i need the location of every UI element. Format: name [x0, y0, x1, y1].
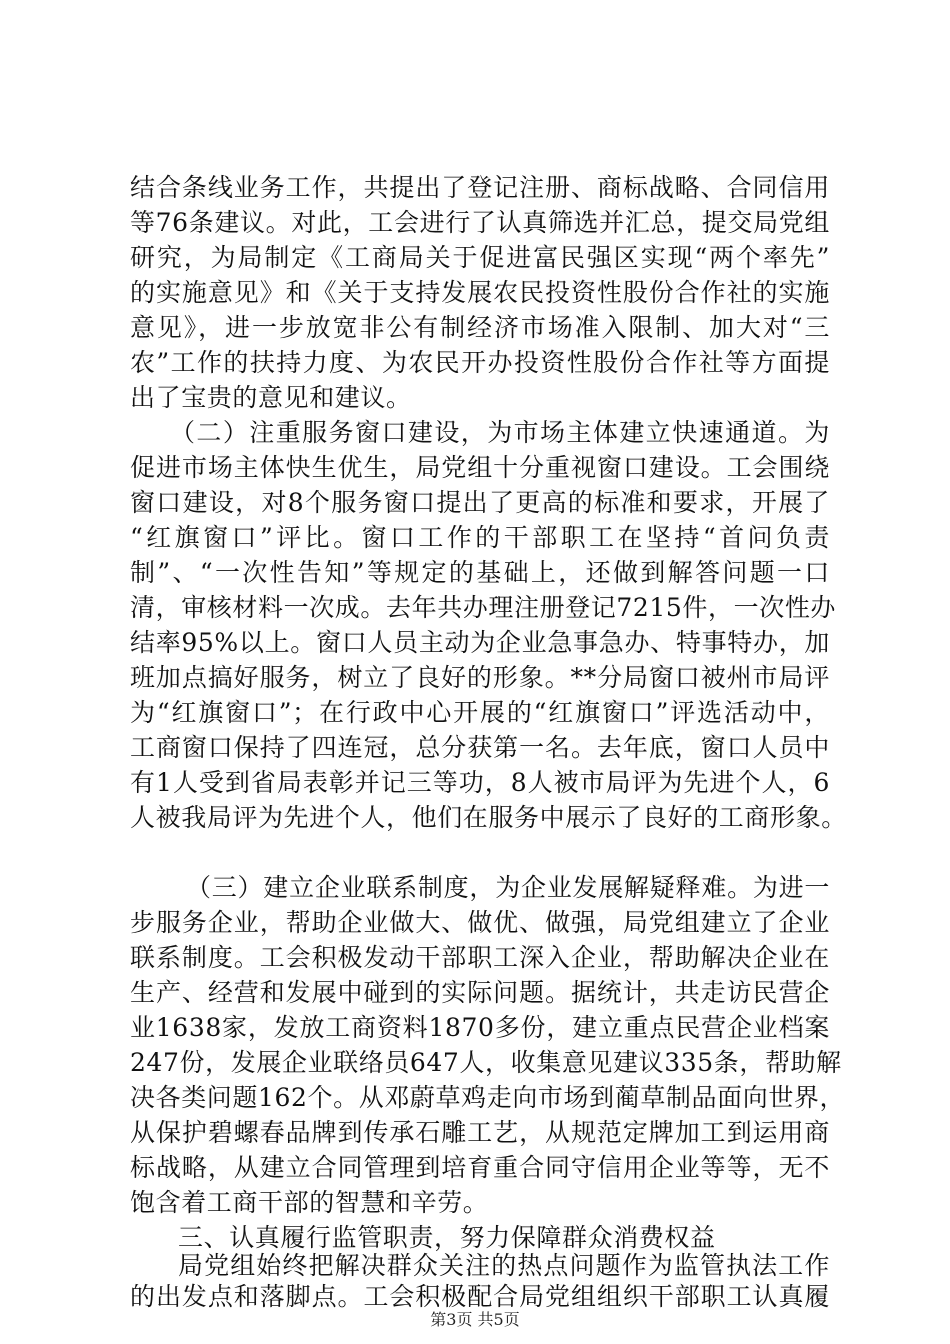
paragraph-heading-line: （三）建立企业联系制度，为企业发展解疑释难。为进一: [186, 873, 830, 902]
text-line: 班加点搞好服务，树立了良好的形象。**分局窗口被州市局评: [130, 663, 830, 692]
text-line: 决各类问题162个。从邓蔚草鸡走向市场到蔺草制品面向世界，: [130, 1083, 846, 1112]
text-line: 饱含着工商干部的智慧和辛劳。: [130, 1188, 489, 1217]
text-line: 研究，为局制定《工商局关于促进富民强区实现“两个率先”: [130, 243, 830, 272]
text-line: “红旗窗口”评比。窗口工作的干部职工在坚持“首问负责: [130, 523, 830, 552]
paragraph-heading-line: 局党组始终把解决群众关注的热点问题作为监管执法工作: [178, 1251, 830, 1280]
section-heading: 三、认真履行监管职责，努力保障群众消费权益: [178, 1223, 716, 1252]
text-line: 出了宝贵的意见和建议。: [130, 383, 412, 412]
text-line: 结合条线业务工作，共提出了登记注册、商标战略、合同信用: [130, 173, 830, 202]
text-line: 247份，发展企业联络员647人，收集意见建议335条，帮助解: [130, 1048, 842, 1077]
text-line: 促进市场主体快生优生，局党组十分重视窗口建设。工会围绕: [130, 453, 830, 482]
text-line: 为“红旗窗口”；在行政中心开展的“红旗窗口”评选活动中，: [130, 698, 830, 727]
text-line: 标战略，从建立合同管理到培育重合同守信用企业等等，无不: [130, 1153, 830, 1182]
text-line: 有1人受到省局表彰并记三等功，8人被市局评为先进个人，6: [130, 768, 830, 797]
text-line: 人被我局评为先进个人，他们在服务中展示了良好的工商形象。: [130, 803, 847, 832]
text-line: 步服务企业，帮助企业做大、做优、做强，局党组建立了企业: [130, 908, 830, 937]
text-line: 工商窗口保持了四连冠，总分获第一名。去年底，窗口人员中: [130, 733, 830, 762]
text-line: 的实施意见》和《关于支持发展农民投资性股份合作社的实施: [130, 278, 830, 307]
text-line: 等76条建议。对此，工会进行了认真筛选并汇总，提交局党组: [130, 208, 830, 237]
text-line: 的出发点和落脚点。工会积极配合局党组组织干部职工认真履: [130, 1282, 830, 1311]
text-line: 清，审核材料一次成。去年共办理注册登记7215件，一次性办: [130, 593, 837, 622]
text-line: 联系制度。工会积极发动干部职工深入企业，帮助解决企业在: [130, 943, 830, 972]
page-footer: 第3页 共5页: [430, 1310, 520, 1329]
text-line: 制”、“一次性告知”等规定的基础上，还做到解答问题一口: [130, 558, 830, 587]
text-line: 生产、经营和发展中碰到的实际问题。据统计，共走访民营企: [130, 978, 830, 1007]
text-line: 从保护碧螺春品牌到传承石雕工艺，从规范定牌加工到运用商: [130, 1118, 830, 1147]
text-line: 结率95%以上。窗口人员主动为企业急事急办、特事特办，加: [130, 628, 830, 657]
text-line: 窗口建设，对8个服务窗口提出了更高的标准和要求，开展了: [130, 488, 830, 517]
text-line: 业1638家，发放工商资料1870多份，建立重点民营企业档案: [130, 1013, 830, 1042]
text-line: 意见》，进一步放宽非公有制经济市场准入限制、加大对“三: [130, 313, 830, 342]
paragraph-heading-line: （二）注重服务窗口建设，为市场主体建立快速通道。为: [170, 418, 830, 447]
text-line: 农”工作的扶持力度、为农民开办投资性股份合作社等方面提: [130, 348, 830, 377]
